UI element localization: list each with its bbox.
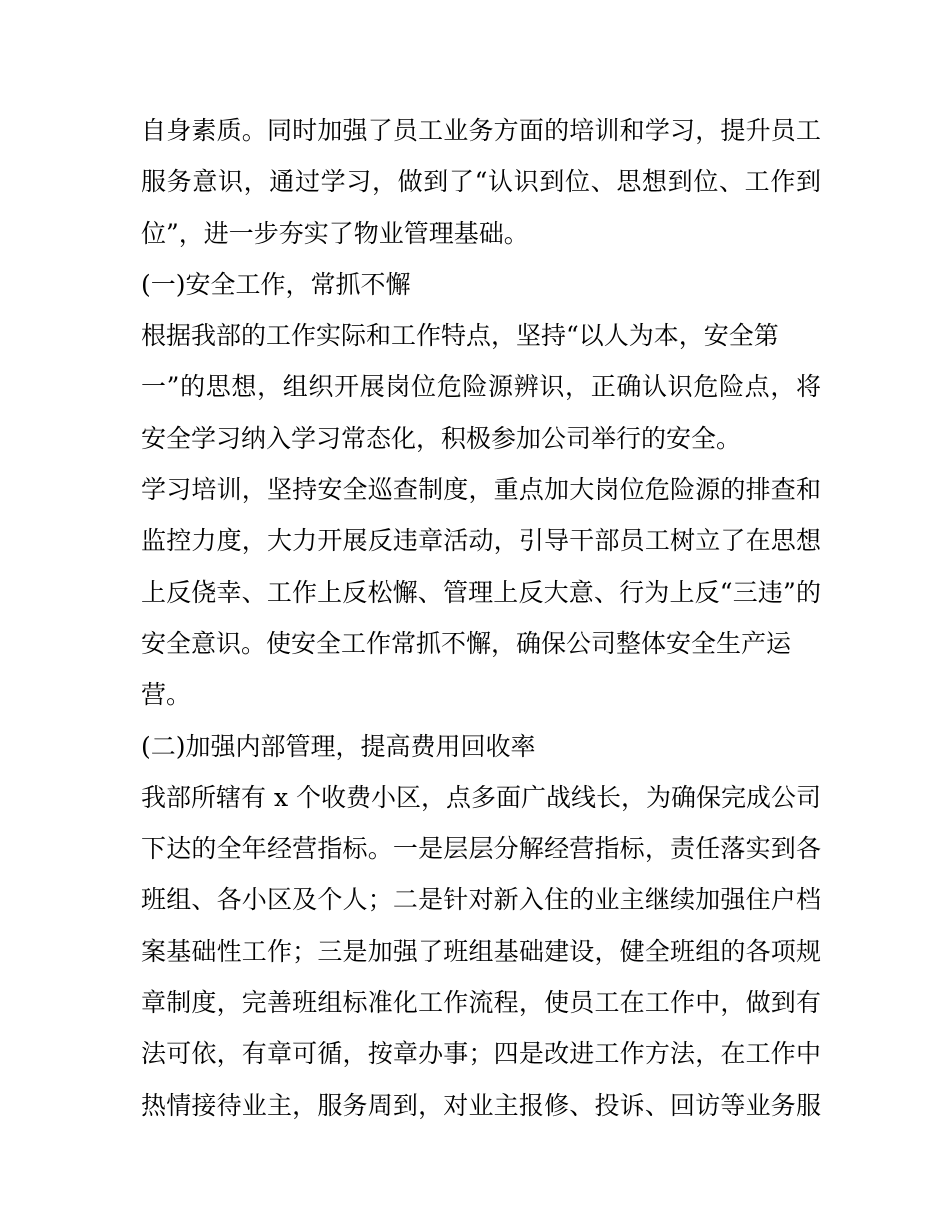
section-heading-1: (一)安全工作，常抓不懈	[141, 269, 411, 299]
text-line: 一”的思想，组织开展岗位危险源辨识，正确认识危险点，将	[141, 372, 821, 402]
text-line: 我部所辖有 x 个收费小区，点多面广战线长，为确保完成公司	[141, 782, 821, 812]
text-line: 学习培训，坚持安全巡查制度，重点加大岗位危险源的排查和	[141, 475, 821, 505]
text-line: 案基础性工作；三是加强了班组基础建设，健全班组的各项规	[141, 936, 821, 966]
text-line: 法可依，有章可循，按章办事；四是改进工作方法，在工作中	[141, 1039, 821, 1069]
text-line: 服务意识，通过学习，做到了“认识到位、思想到位、工作到	[141, 167, 821, 197]
text-line: 位”，进一步夯实了物业管理基础。	[141, 218, 529, 248]
text-line: 监控力度，大力开展反违章活动，引导干部员工树立了在思想	[141, 526, 821, 556]
text-line: 下达的全年经营指标。一是层层分解经营指标，责任落实到各	[141, 834, 821, 864]
text-line: 章制度，完善班组标准化工作流程，使员工在工作中，做到有	[141, 988, 821, 1018]
text-line: 班组、各小区及个人；二是针对新入住的业主继续加强住户档	[141, 885, 821, 915]
text-line: 上反侥幸、工作上反松懈、管理上反大意、行为上反“三违”的	[141, 577, 821, 607]
text-line: 热情接待业主，服务周到，对业主报修、投诉、回访等业务服	[141, 1090, 821, 1120]
text-line: 根据我部的工作实际和工作特点，坚持“以人为本，安全第	[141, 321, 779, 351]
text-line: 安全意识。使安全工作常抓不懈，确保公司整体安全生产运	[141, 628, 792, 658]
text-line: 安全学习纳入学习常态化，积极参加公司举行的安全。	[141, 423, 742, 453]
section-heading-2: (二)加强内部管理，提高费用回收率	[141, 731, 536, 761]
text-line: 自身素质。同时加强了员工业务方面的培训和学习，提升员工	[141, 116, 821, 145]
text-line: 营。	[141, 680, 192, 710]
body-text	[141, 105, 821, 1131]
